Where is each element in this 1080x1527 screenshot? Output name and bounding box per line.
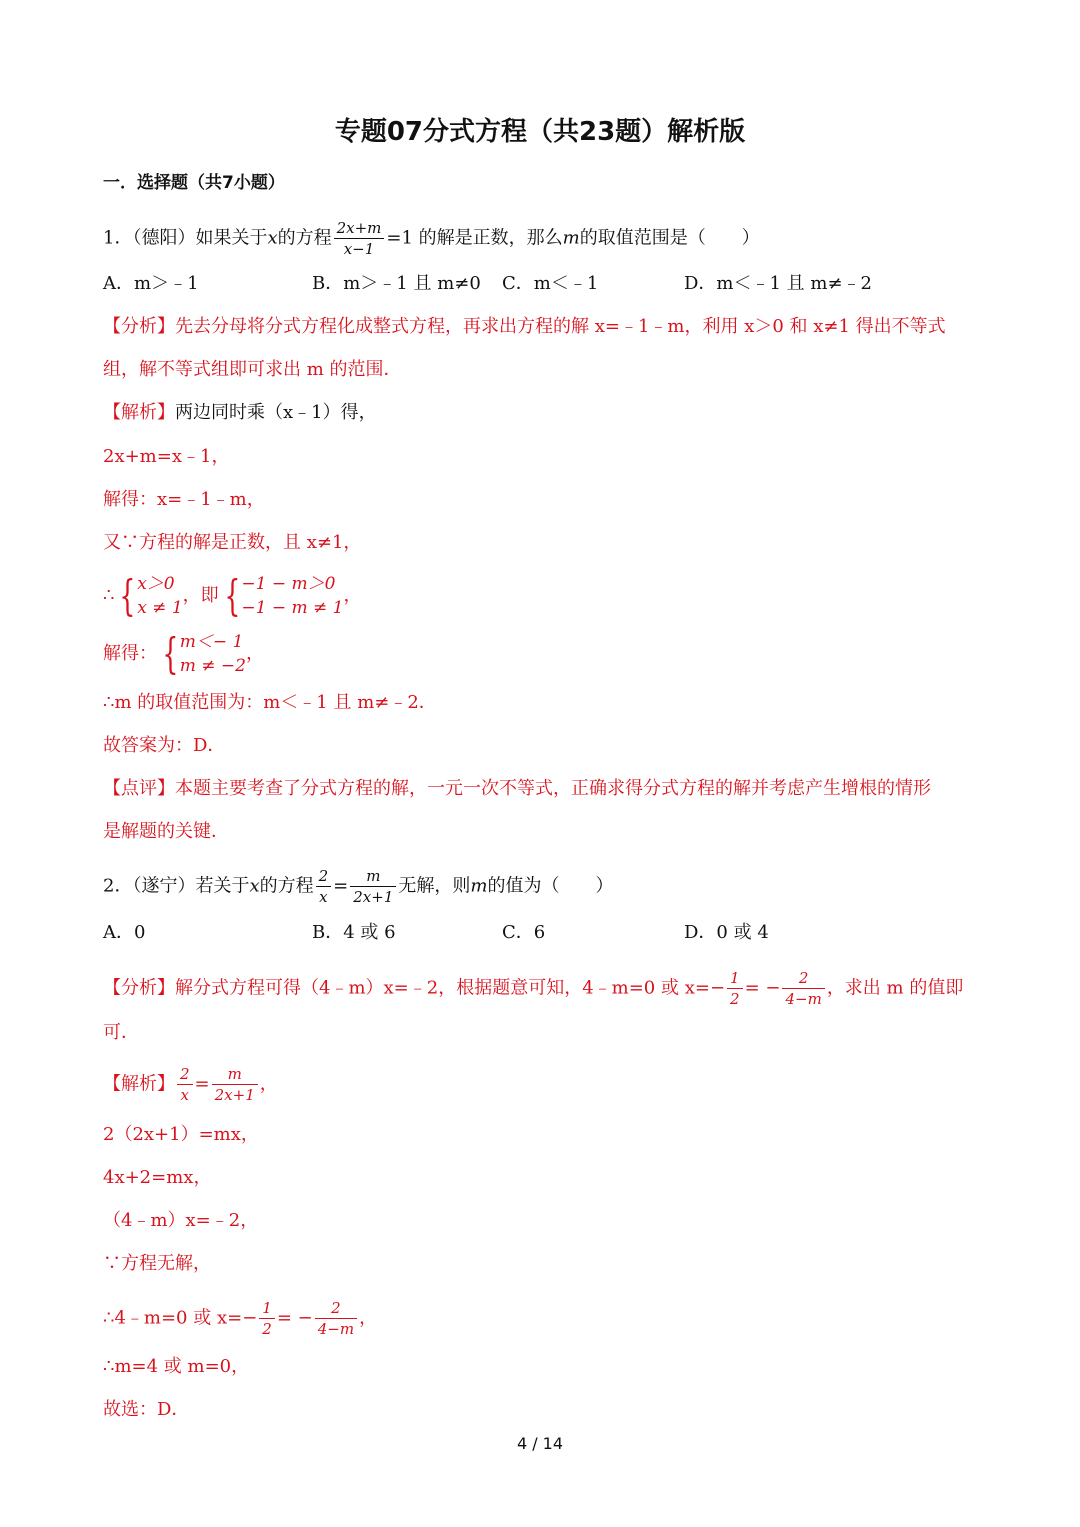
q2-step-3: （4﹣m）x=﹣2， [103, 1210, 259, 1231]
q1-step-5: 解得： { m＜− 1 m ≠ −2 ， [103, 629, 264, 678]
question-1: 1．（德阳）如果关于x的方程 $\frac{2x+m}{x-1}$ =1 的解是正数，那么m的取值范围是（ ） [103, 219, 760, 258]
q2-option-a: A．0 [103, 922, 146, 943]
q1-comment-line-1: 【点评】本题主要考查了分式方程的解，一元一次不等式，正确求得分式方程的解并考虑产生增根的情形 [103, 778, 931, 799]
q2-analysis-fraction-2: $\frac{2}{4-m}$ [782, 968, 824, 1009]
question-2: 2．（遂宁）若关于x的方程 $\frac{2}{x}$ = $\frac{m}{2x+1}$ 无解，则m的值为（ ） [103, 867, 614, 906]
q2-analysis-line-1: 【分析】解分式方程可得（4﹣m）x=﹣2，根据题意可知，4﹣m=0 或 x=− $\frac{1}{2}$ = − $\frac{2}{4-m}$ ，求出 m 的值即 [103, 969, 964, 1008]
q1-option-c: C．m＜﹣1 [502, 273, 599, 294]
page-title: 专题07分式方程（共23题）解析版 [334, 117, 746, 147]
q1-option-d: D．m＜﹣1 且 m≠﹣2 [684, 273, 872, 294]
q1-step-4: ∴ { x＞0 x ≠ 1 ，即 { −1 − m＞0 −1 − m ≠ 1 ， [103, 571, 362, 620]
q1-solution-heading: 【解析】两边同时乘（x﹣1）得， [103, 402, 377, 423]
q1-option-a: A．m＞﹣1 [103, 273, 199, 294]
q2-step-6: ∴m=4 或 m=0， [103, 1356, 250, 1377]
q2-solution-fraction-1: $\frac{2}{x}$ [177, 1064, 193, 1105]
q2-fraction-right: $\frac{m}{2x+1}$ [350, 866, 396, 907]
q1-step-2: 解得：x=﹣1﹣m， [103, 489, 265, 510]
q2-option-d: D．0 或 4 [684, 922, 769, 943]
left-brace-icon: { [119, 571, 136, 620]
q1-fraction: $\frac{2x+m}{x-1}$ [334, 218, 385, 259]
q1-step-3: 又∵方程的解是正数，且 x≠1， [103, 532, 362, 553]
left-brace-icon: { [224, 571, 241, 620]
q1-option-b: B．m＞﹣1 且 m≠0 [312, 273, 481, 294]
q1-step-6: ∴m 的取值范围为：m＜﹣1 且 m≠﹣2． [103, 692, 437, 713]
inequality-system-2: −1 − m＞0 −1 − m ≠ 1 [241, 574, 344, 618]
q1-step-7: 故答案为：D． [103, 735, 226, 756]
inequality-system-1: x＞0 x ≠ 1 [137, 574, 183, 618]
q2-analysis-fraction-1: $\frac{1}{2}$ [727, 968, 743, 1009]
q2-option-c: C．6 [502, 922, 546, 943]
q2-solution-heading: 【解析】 $\frac{2}{x}$ = $\frac{m}{2x+1}$ ， [103, 1065, 278, 1104]
q2-step-fraction-1: $\frac{1}{2}$ [259, 1298, 275, 1339]
q2-step-5: ∴4﹣m=0 或 x=− $\frac{1}{2}$ = − $\frac{2}{4-m}$ ， [103, 1299, 378, 1338]
q2-solution-fraction-2: $\frac{m}{2x+1}$ [212, 1064, 258, 1105]
q2-step-2: 4x+2=mx， [103, 1167, 212, 1188]
left-brace-icon: { [162, 629, 179, 678]
page-number: 4 / 14 [516, 1434, 564, 1453]
q1-step-1: 2x+m=x﹣1， [103, 446, 230, 467]
inequality-system-3: m＜− 1 m ≠ −2 [179, 632, 246, 676]
section-heading: 一．选择题（共7小题） [103, 173, 285, 193]
q2-step-7: 故选：D． [103, 1399, 190, 1420]
q2-analysis-line-2: 可． [103, 1022, 139, 1043]
q1-comment-line-2: 是解题的关键． [103, 821, 229, 842]
q2-option-b: B．4 或 6 [312, 922, 396, 943]
q2-step-4: ∵方程无解， [103, 1253, 211, 1274]
q1-analysis-line-1: 【分析】先去分母将分式方程化成整式方程，再求出方程的解 x=﹣1﹣m，利用 x＞0 和 x≠1 得出不等式 [103, 316, 946, 337]
q2-step-1: 2（2x+1）=mx， [103, 1124, 259, 1145]
q2-step-fraction-2: $\frac{2}{4-m}$ [315, 1298, 357, 1339]
q2-fraction-left: $\frac{2}{x}$ [316, 866, 332, 907]
q1-analysis-line-2: 组，解不等式组即可求出 m 的范围． [103, 359, 402, 380]
